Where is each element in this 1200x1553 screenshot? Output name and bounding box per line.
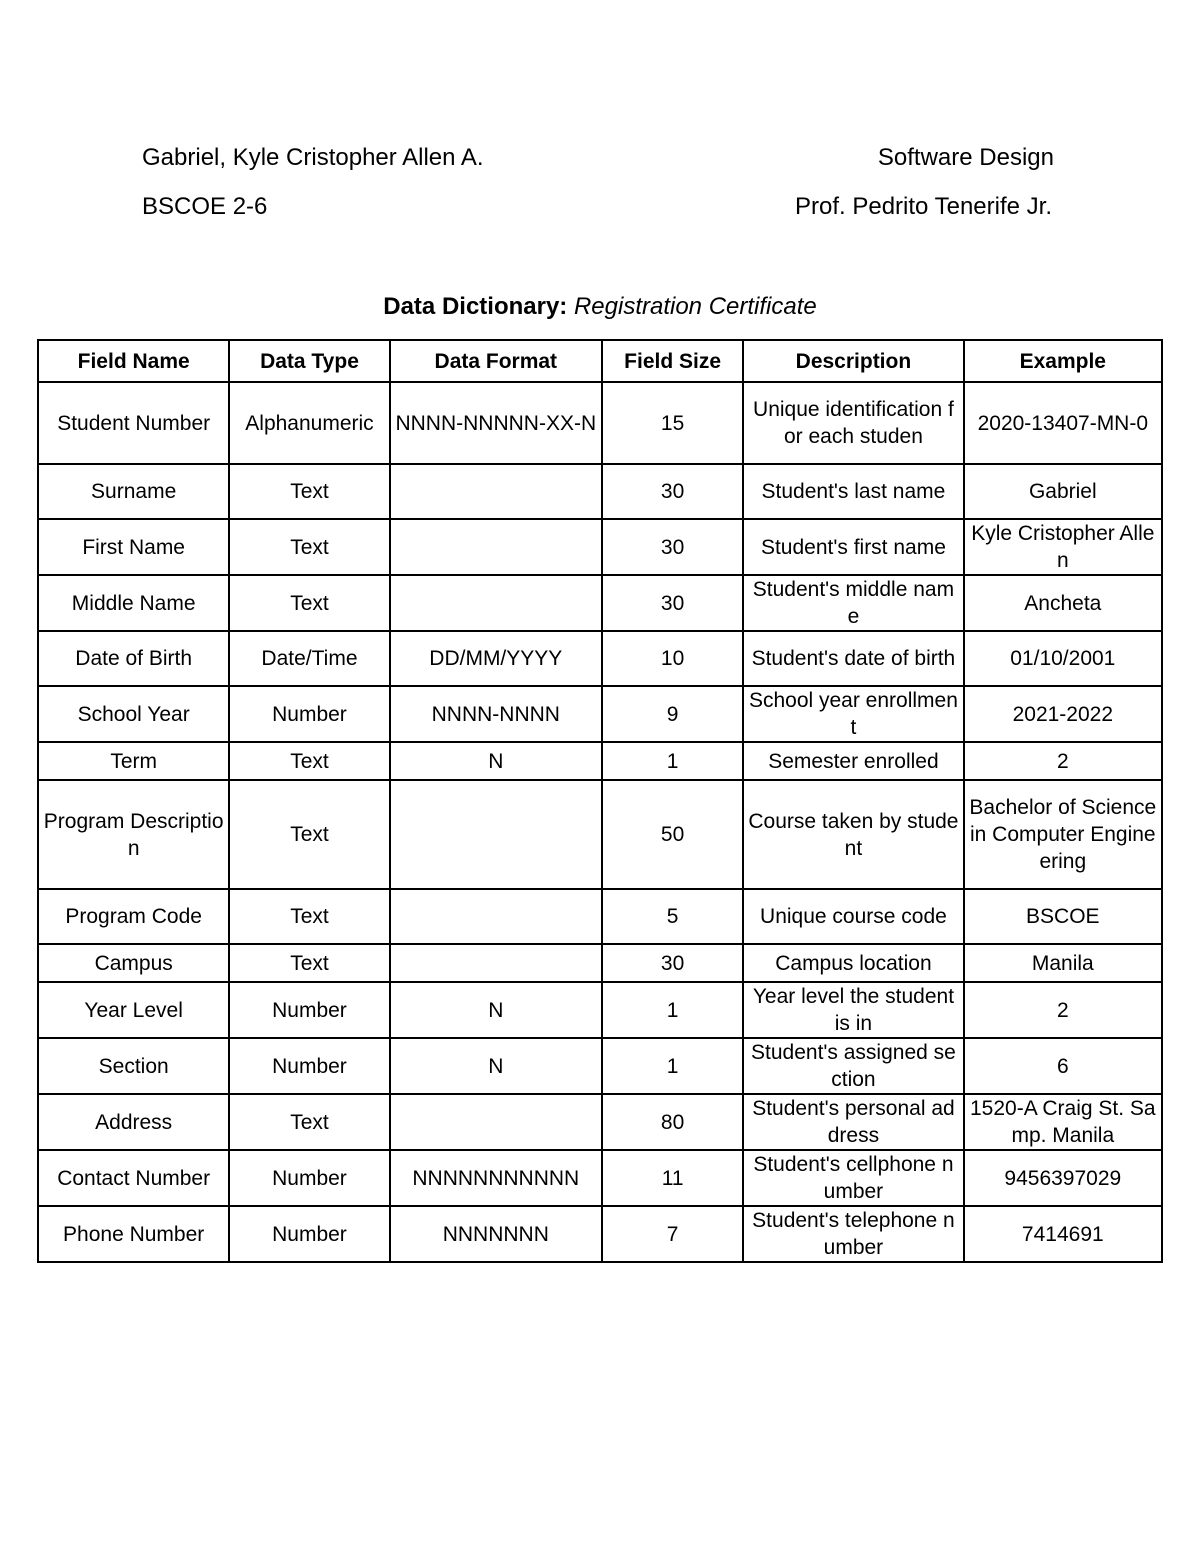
cell-description: Campus location bbox=[743, 944, 963, 982]
cell-example: Manila bbox=[964, 944, 1162, 982]
cell-data-type: Number bbox=[229, 686, 389, 742]
cell-field-name: School Year bbox=[38, 686, 229, 742]
cell-field-name: Term bbox=[38, 742, 229, 780]
cell-data-type: Number bbox=[229, 1150, 389, 1206]
cell-field-name: Campus bbox=[38, 944, 229, 982]
table-row bbox=[38, 686, 1162, 742]
cell-field-size: 1 bbox=[602, 742, 743, 780]
cell-example: 2 bbox=[964, 982, 1162, 1038]
cell-description: Student's telephone number bbox=[743, 1206, 963, 1262]
cell-data-format bbox=[390, 575, 602, 631]
student-name: Gabriel, Kyle Cristopher Allen A. bbox=[142, 144, 484, 171]
cell-example: Bachelor of Science in Computer Engineering bbox=[964, 780, 1162, 889]
cell-data-format bbox=[390, 464, 602, 519]
cell-data-type: Text bbox=[229, 780, 389, 889]
cell-description: Course taken by student bbox=[743, 780, 963, 889]
cell-field-name: Phone Number bbox=[38, 1206, 229, 1262]
cell-description: Student's assigned section bbox=[743, 1038, 963, 1094]
cell-field-name: First Name bbox=[38, 519, 229, 575]
cell-data-format bbox=[390, 944, 602, 982]
table-row bbox=[38, 780, 1162, 889]
data-dictionary-table bbox=[37, 339, 1163, 1263]
cell-example: Gabriel bbox=[964, 464, 1162, 519]
cell-field-size: 5 bbox=[602, 889, 743, 944]
cell-field-size: 30 bbox=[602, 464, 743, 519]
cell-example: BSCOE bbox=[964, 889, 1162, 944]
column-header-data-format: Data Format bbox=[390, 340, 602, 382]
title-label: Data Dictionary: bbox=[383, 293, 568, 320]
cell-data-type: Date/Time bbox=[229, 631, 389, 686]
table-row bbox=[38, 944, 1162, 982]
cell-field-name: Surname bbox=[38, 464, 229, 519]
cell-field-size: 15 bbox=[602, 382, 743, 464]
table-row bbox=[38, 1038, 1162, 1094]
cell-data-type: Text bbox=[229, 519, 389, 575]
table-header-row bbox=[38, 340, 1162, 382]
cell-example: 9456397029 bbox=[964, 1150, 1162, 1206]
cell-field-size: 30 bbox=[602, 575, 743, 631]
cell-data-format: NNNNNNN bbox=[390, 1206, 602, 1262]
cell-field-name: Date of Birth bbox=[38, 631, 229, 686]
cell-example: 6 bbox=[964, 1038, 1162, 1094]
title-subject: Registration Certificate bbox=[573, 293, 817, 320]
subject-name: Software Design bbox=[877, 144, 1054, 171]
cell-example: 2020-13407-MN-0 bbox=[964, 382, 1162, 464]
cell-description: Student's cellphone number bbox=[743, 1150, 963, 1206]
cell-example: Ancheta bbox=[964, 575, 1162, 631]
table-row bbox=[38, 742, 1162, 780]
cell-description: Student's personal address bbox=[743, 1094, 963, 1150]
cell-description: Unique course code bbox=[743, 889, 963, 944]
column-header-example: Example bbox=[964, 340, 1162, 382]
student-section: BSCOE 2-6 bbox=[142, 193, 268, 220]
cell-example: Kyle Cristopher Allen bbox=[964, 519, 1162, 575]
table-row bbox=[38, 519, 1162, 575]
cell-field-size: 10 bbox=[602, 631, 743, 686]
cell-data-format: NNNN-NNNN bbox=[390, 686, 602, 742]
cell-field-size: 9 bbox=[602, 686, 743, 742]
cell-data-type: Number bbox=[229, 1038, 389, 1094]
professor-name: Prof. Pedrito Tenerife Jr. bbox=[794, 193, 1052, 220]
cell-data-type: Text bbox=[229, 464, 389, 519]
cell-description: Student's last name bbox=[743, 464, 963, 519]
cell-example: 2 bbox=[964, 742, 1162, 780]
column-header-field-size: Field Size bbox=[602, 340, 743, 382]
cell-example: 1520-A Craig St. Samp. Manila bbox=[964, 1094, 1162, 1150]
cell-data-format: N bbox=[390, 1038, 602, 1094]
table-row bbox=[38, 982, 1162, 1038]
cell-description: Student's date of birth bbox=[743, 631, 963, 686]
cell-field-size: 30 bbox=[602, 944, 743, 982]
cell-data-format: DD/MM/YYYY bbox=[390, 631, 602, 686]
cell-description: School year enrollment bbox=[743, 686, 963, 742]
table-row bbox=[38, 382, 1162, 464]
cell-data-format bbox=[390, 780, 602, 889]
cell-data-type: Number bbox=[229, 1206, 389, 1262]
cell-data-type: Alphanumeric bbox=[229, 382, 389, 464]
cell-data-type: Text bbox=[229, 889, 389, 944]
cell-data-type: Number bbox=[229, 982, 389, 1038]
cell-data-format bbox=[390, 519, 602, 575]
cell-data-format bbox=[390, 889, 602, 944]
cell-example: 2021-2022 bbox=[964, 686, 1162, 742]
cell-data-format: NNNNNNNNNNN bbox=[390, 1150, 602, 1206]
cell-description: Student's first name bbox=[743, 519, 963, 575]
cell-field-size: 80 bbox=[602, 1094, 743, 1150]
cell-field-name: Section bbox=[38, 1038, 229, 1094]
cell-field-size: 1 bbox=[602, 1038, 743, 1094]
cell-description: Semester enrolled bbox=[743, 742, 963, 780]
column-header-description: Description bbox=[743, 340, 963, 382]
cell-description: Unique identification for each studen bbox=[743, 382, 963, 464]
cell-field-size: 1 bbox=[602, 982, 743, 1038]
table-row bbox=[38, 575, 1162, 631]
cell-data-format: NNNN-NNNNN-XX-N bbox=[390, 382, 602, 464]
cell-description: Year level the student is in bbox=[743, 982, 963, 1038]
cell-example: 7414691 bbox=[964, 1206, 1162, 1262]
cell-data-format bbox=[390, 1094, 602, 1150]
table-row bbox=[38, 889, 1162, 944]
cell-data-type: Text bbox=[229, 1094, 389, 1150]
cell-field-name: Program Description bbox=[38, 780, 229, 889]
cell-data-format: N bbox=[390, 742, 602, 780]
cell-field-name: Student Number bbox=[38, 382, 229, 464]
cell-field-name: Program Code bbox=[38, 889, 229, 944]
table-row bbox=[38, 631, 1162, 686]
column-header-field-name: Field Name bbox=[38, 340, 229, 382]
cell-data-format: N bbox=[390, 982, 602, 1038]
cell-field-name: Contact Number bbox=[38, 1150, 229, 1206]
column-header-data-type: Data Type bbox=[229, 340, 389, 382]
table-row bbox=[38, 1206, 1162, 1262]
cell-field-size: 50 bbox=[602, 780, 743, 889]
document-title bbox=[0, 293, 1200, 321]
cell-data-type: Text bbox=[229, 944, 389, 982]
table-row bbox=[38, 1094, 1162, 1150]
cell-field-name: Address bbox=[38, 1094, 229, 1150]
table-row bbox=[38, 464, 1162, 519]
table-row bbox=[38, 1150, 1162, 1206]
cell-field-size: 30 bbox=[602, 519, 743, 575]
cell-data-type: Text bbox=[229, 575, 389, 631]
cell-example: 01/10/2001 bbox=[964, 631, 1162, 686]
cell-field-name: Year Level bbox=[38, 982, 229, 1038]
cell-field-name: Middle Name bbox=[38, 575, 229, 631]
cell-field-size: 7 bbox=[602, 1206, 743, 1262]
cell-description: Student's middle name bbox=[743, 575, 963, 631]
cell-field-size: 11 bbox=[602, 1150, 743, 1206]
cell-data-type: Text bbox=[229, 742, 389, 780]
